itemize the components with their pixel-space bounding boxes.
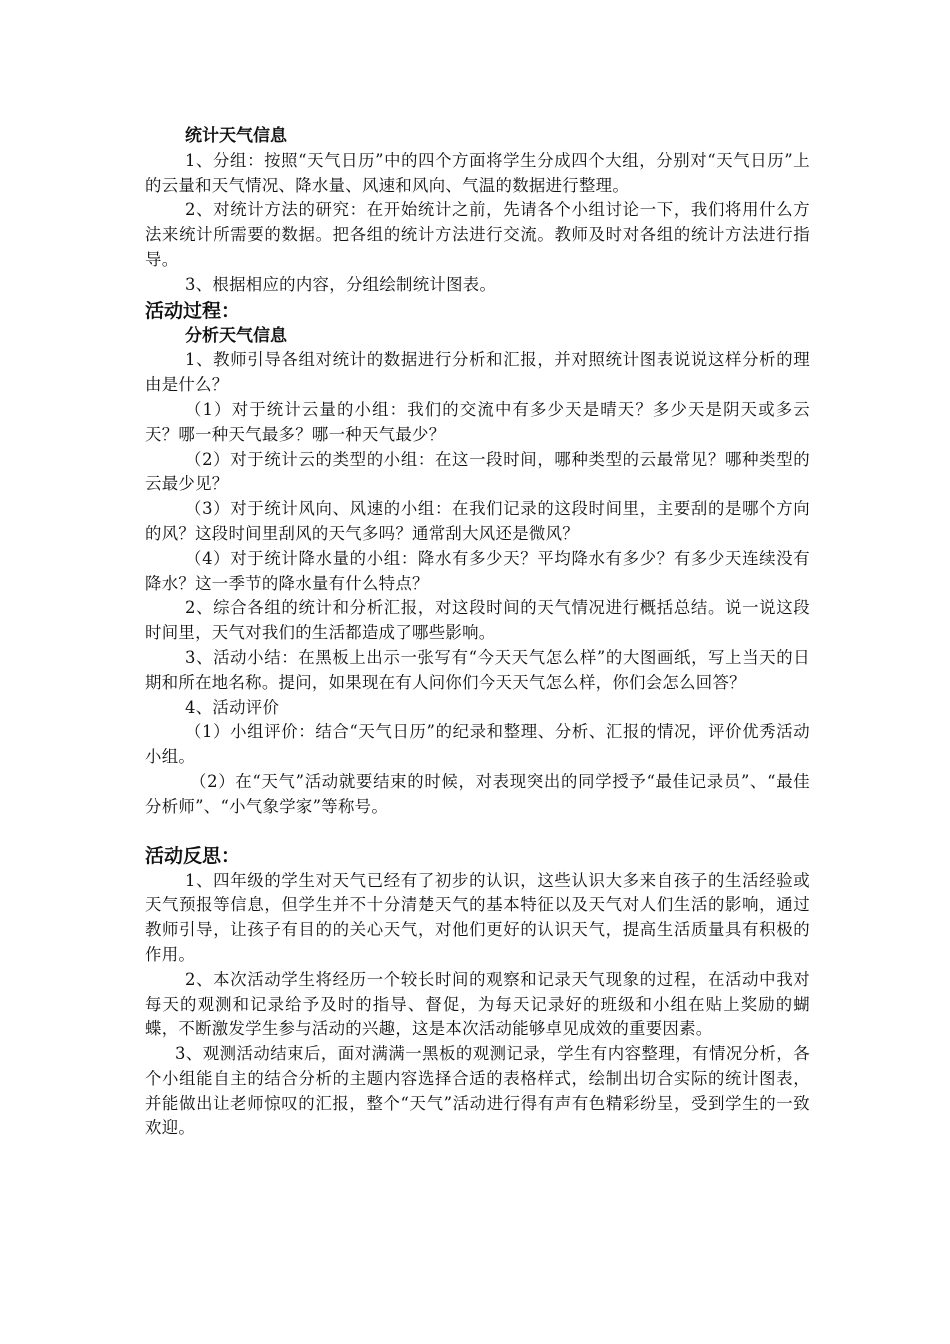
paragraph: （3）对于统计风向、风速的小组：在我们记录的这段时间里，主要刮的是哪个方向的风？这段时间里刮风的天气多吗？通常刮大风还是微风？ [145,499,810,543]
paragraph: 3、根据相应的内容，分组绘制统计图表。 [185,274,497,294]
paragraph: 2、对统计方法的研究：在开始统计之前，先请各个小组讨论一下，我们将用什么方法来统计所需要的数据。把各组的统计方法进行交流。教师及时对各组的统计方法进行指导。 [145,200,810,269]
paragraph: 2、本次活动学生将经历一个较长时间的观察和记录天气现象的过程，在活动中我对每天的观测和记录给予及时的指导、督促，为每天记录好的班级和小组在贴上奖励的蝴蝶，不断激发学生参与活动的兴趣，这是本次活动能够卓见成效的重要因素。 [145,969,810,1039]
paragraph: （2）对于统计云的类型的小组：在这一段时间，哪种类型的云最常见？哪种类型的云最少见？ [145,449,810,494]
spacer [145,820,810,843]
paragraph: （1）对于统计云量的小组：我们的交流中有多少天是晴天？多少天是阴天或多云天？哪一种天气最多？哪一种天气最少？ [145,399,810,444]
paragraph: 1、四年级的学生对天气已经有了初步的认识，这些认识大多来自孩子的生活经验或天气预报等信息，但学生并不十分清楚天气的基本特征以及天气对人们生活的影响，通过教师引导，让孩子有目的的关心天气，对他们更好的认识天气，提高生活质量具有积极的作用。 [145,870,810,964]
document-body [145,124,810,1141]
paragraph: （1）小组评价：结合“天气日历”的纪录和整理、分析、汇报的情况，评价优秀活动小组。 [145,722,810,767]
paragraph: 1、分组：按照“天气日历”中的四个方面将学生分成四个大组，分别对“天气日历”上的云量和天气情况、降水量、风速和风向、气温的数据进行整理。 [145,150,810,195]
heading-activity-reflection: 活动反思： [145,844,241,867]
paragraph: 3、活动小结：在黑板上出示一张写有“今天天气怎么样”的大图画纸，写上当天的日期和所在地名称。提问，如果现在有人问你们今天天气怎么样，你们会怎么回答？ [145,647,810,692]
section-title-analysis: 分析天气信息 [185,325,287,346]
paragraph: 4、活动评价 [185,697,280,717]
paragraph: 2、综合各组的统计和分析汇报，对这段时间的天气情况进行概括总结。说一说这段时间里，天气对我们的生活都造成了哪些影响。 [145,598,810,643]
paragraph: （4）对于统计降水量的小组：降水有多少天？平均降水有多少？有多少天连续没有降水？这一季节的降水量有什么特点？ [145,548,810,593]
paragraph: （2）在“天气”活动就要结束的时候，对表现突出的同学授予“最佳记录员”、“最佳分析师”、“小气象学家”等称号。 [145,771,810,816]
paragraph: 3、观测活动结束后，面对满满一黑板的观测记录，学生有内容整理，有情况分析，各个小组能自主的结合分析的主题内容选择合适的表格样式，绘制出切合实际的统计图表，并能做出让老师惊叹的汇报，整个“天气”活动进行得有声有色精彩纷呈，受到学生的一致欢迎。 [145,1044,810,1138]
section-title-statistics: 统计天气信息 [185,126,287,146]
heading-activity-process: 活动过程： [145,299,241,322]
paragraph: 1、教师引导各组对统计的数据进行分析和汇报，并对照统计图表说说这样分析的理由是什么？ [145,350,810,395]
